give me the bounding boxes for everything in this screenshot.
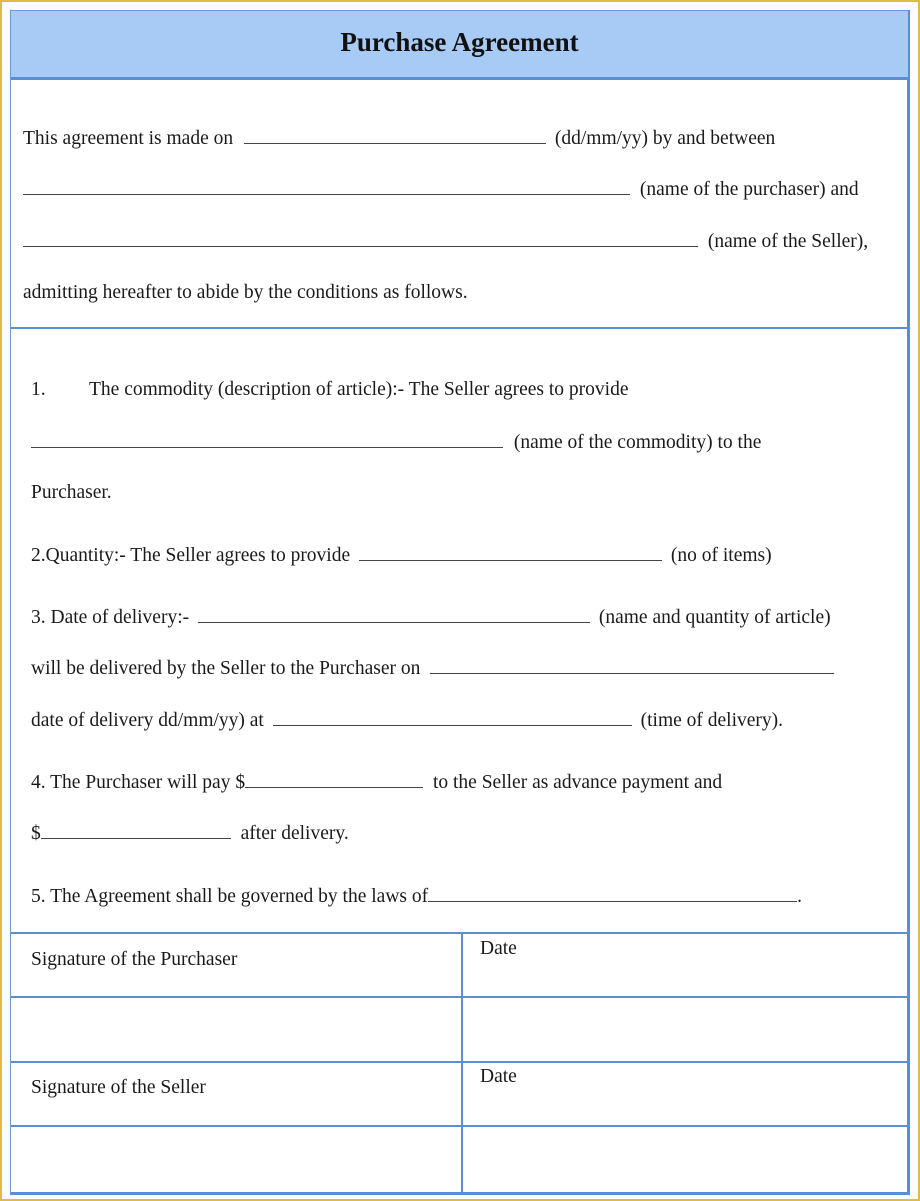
quantity-blank[interactable] [359,543,662,561]
agreement-document [10,10,910,1195]
signature-table-row-border [11,1061,908,1063]
agreement-date-blank[interactable] [244,126,546,144]
clause-3-text: 3. Date of delivery:- [31,607,190,628]
intro-line-2 [23,177,859,202]
clause-1-line-3: Purchaser. [31,482,112,503]
clause-4-text: 4. The Purchaser will pay $ [31,772,246,793]
purchaser-signature-label: Signature of the Purchaser [31,949,238,970]
seller-name-label: (name of the Seller), [707,231,869,252]
purchaser-signature-field[interactable] [13,999,459,1059]
signature-table-row-border [11,1125,908,1127]
delivery-at-text: date of delivery dd/mm/yy) at [31,710,264,731]
governing-law-blank[interactable] [428,884,797,902]
advance-payment-label: to the Seller as advance payment and [432,772,723,793]
seller-name-blank[interactable] [23,229,698,247]
intro-made-on-text: This agreement is made on [23,128,234,149]
delivery-date-blank[interactable] [430,656,834,674]
purchaser-name-label: (name of the purchaser) and [639,179,859,200]
document-title: Purchase Agreement [11,11,908,80]
commodity-name-blank[interactable] [31,430,503,448]
dollar-sign-text: $ [31,823,41,844]
intro-line-1 [23,126,775,151]
clause-4-line-2 [31,821,349,846]
clause-1-number: 1. [31,379,46,400]
balance-payment-blank[interactable] [41,821,231,839]
purchaser-date-field[interactable] [464,999,906,1059]
clause-2-line [31,543,772,568]
after-delivery-label: after delivery. [240,823,349,844]
article-label: (name and quantity of article) [598,607,831,628]
intro-date-format-text: (dd/mm/yy) by and between [554,128,776,149]
seller-signature-field[interactable] [13,1128,459,1191]
commodity-name-label: (name of the commodity) to the [513,432,762,453]
clause-4-line-1 [31,770,722,795]
delivery-time-blank[interactable] [273,708,632,726]
clause-2-text: 2.Quantity:- The Seller agrees to provide [31,545,351,566]
clause-5-line [31,884,802,909]
clause-5-text: 5. The Agreement shall be governed by the laws of [31,886,429,907]
seller-date-label: Date [480,1066,517,1087]
clause-1-line-2 [31,430,761,455]
seller-date-field[interactable] [464,1128,906,1191]
clause-3-line-1 [31,605,831,630]
delivery-time-label: (time of delivery). [640,710,784,731]
signature-table-row-border [11,996,908,998]
purchaser-date-label: Date [480,938,517,959]
clause-3-line-3 [31,708,783,733]
section-divider [11,327,908,329]
delivery-on-text: will be delivered by the Seller to the Purchaser on [31,658,421,679]
intro-line-4: admitting hereafter to abide by the conditions as follows. [23,282,468,303]
advance-payment-blank[interactable] [245,770,423,788]
clause-5-period: . [797,886,802,907]
clause-1-text: The commodity (description of article):- The Seller agrees to provide [89,379,629,400]
clause-1-line-1 [31,378,629,402]
intro-line-3 [23,229,868,254]
signature-table-column-divider [461,932,463,1193]
seller-signature-label: Signature of the Seller [31,1077,206,1098]
signature-table-top-border [11,932,908,934]
clause-3-line-2 [31,656,834,681]
quantity-label: (no of items) [670,545,772,566]
article-blank[interactable] [198,605,590,623]
purchaser-name-blank[interactable] [23,177,630,195]
